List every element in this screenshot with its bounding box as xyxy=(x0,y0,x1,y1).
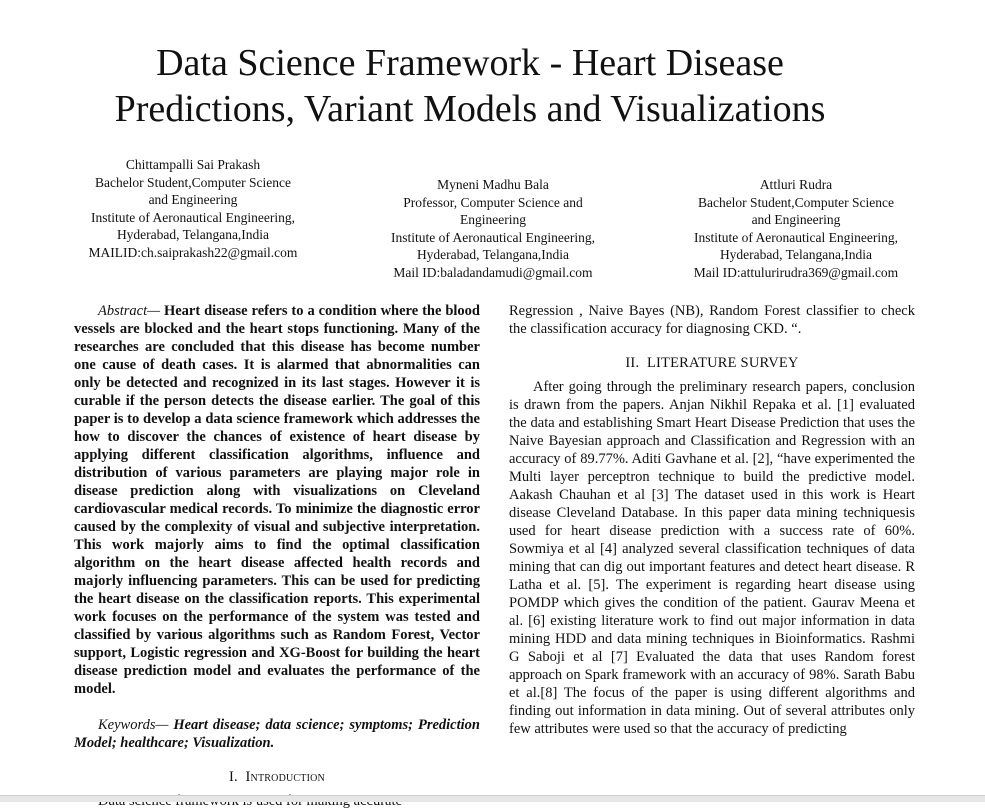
title-line-2: Predictions, Variant Models and Visualizations xyxy=(114,88,826,130)
author-role: Bachelor Student,Computer Science xyxy=(94,174,292,190)
abstract-text: Heart disease refers to a condition where the blood vessels are blocked and the heart stops functioning. Many of the researches are concluded that this disease has become number one cause of death cases. It is alarmed that abnormalities can only be detected and recognized in its last stages. However it is curable if the person detects the disease earlier. The goal of this paper is to develop a data science framework which addresses the how to discover the chances of existence of heart disease by applying different classification algorithms, influence and distribution of various parameters are playing major role in disease prediction along with visualizations on Cleveland cardiovascular medical records. To minimize the diagnostic error caused by the complexity of visual and subjective interpretation. This work majorly aims to find the optimal classification algorithm on the heart disease affected health records and majorly influencing parameters. This can be used for predicting the heart disease on the classification reports. This experimental work focuses on the performance of the system was tested and classified by various algorithms such as Random Forest, Vector support, Logistic regression and XG-Boost for building the heart disease prediction model and evaluates the performance of the model. xyxy=(74,303,480,697)
section-heading-literature-survey xyxy=(509,354,915,372)
author-institute: Institute of Aeronautical Engineering, xyxy=(694,229,898,245)
section-title: Introduction xyxy=(245,769,325,785)
author-role: Professor, Computer Science and xyxy=(403,194,583,210)
horizontal-scrollbar[interactable] xyxy=(0,795,985,802)
author-role-cont: Engineering xyxy=(460,212,526,227)
literature-survey-text: After going through the preliminary research papers, conclusion is drawn from the papers. Anjan Nikhil Repaka et al. [1] evaluated the data and establishing Smart Heart Disease Prediction that uses the Naive Bayesian approach and Classification and Regression with an accuracy of 89.77%. Aditi Gavhane et al. [2], “have experimented the Multi layer perceptron technique to build the predictive model. Aakash Chauhan et al [3] The dataset used in this work is Heart disease Cleveland Database. In this paper data mining techniquesis used for heart disease prediction with a success rate of 60%. Sowmiya et al [4] analyzed several classification techniques of data mining that can dig out important features and detect heart disease. R Latha et al. [5]. The experiment is regarding heart disease using POMDP which gives the condition of the patient. Gaurav Meena et al. [6] existing literature work to find out major information in data mining HDD and data mining techniques in Bioinformatics. Rashmi G Saboji et al [7] Evaluated the data that uses Random forest approach on Spark framework with an accuracy of 98%. Sarath Babu et al.[8] The focus of the paper is using different algorithms and finding out information in data mining. Out of several attributes only few attributes were used so that the accuracy of predicting xyxy=(509,379,915,737)
section-heading-introduction xyxy=(74,768,480,786)
section-numeral: II. xyxy=(625,355,640,371)
author-block-2 xyxy=(370,176,616,281)
paper-title xyxy=(0,40,940,132)
abstract xyxy=(74,302,480,698)
left-column xyxy=(74,302,480,810)
author-role-cont: and Engineering xyxy=(148,192,238,207)
abstract-label: Abstract— xyxy=(98,303,161,319)
title-line-1: Data Science Framework - Heart Disease xyxy=(156,42,784,84)
author-name: Chittampalli Sai Prakash xyxy=(125,157,261,172)
author-role-cont: and Engineering xyxy=(751,212,841,227)
author-institute: Institute of Aeronautical Engineering, xyxy=(391,229,595,245)
author-location: Hyderabad, Telangana,India xyxy=(416,247,570,262)
section-numeral: I. xyxy=(229,769,238,785)
author-location: Hyderabad, Telangana,India xyxy=(116,227,270,242)
carryover-text: Regression , Naive Bayes (NB), Random Forest classifier to check the classification accuracy for diagnosing CKD. “. xyxy=(509,303,915,337)
author-role: Bachelor Student,Computer Science xyxy=(697,194,895,210)
author-block-3 xyxy=(673,176,919,281)
author-location: Hyderabad, Telangana,India xyxy=(719,247,873,262)
right-column xyxy=(509,302,915,738)
author-email: Mail ID:baladandamudi@gmail.com xyxy=(393,264,593,280)
section-title: LITERATURE SURVEY xyxy=(646,355,799,371)
author-email: Mail ID:attulurirudra369@gmail.com xyxy=(693,264,899,280)
author-block-1 xyxy=(70,156,316,261)
keywords-label: Keywords— xyxy=(98,717,169,733)
keywords xyxy=(74,716,480,752)
keywords-text: Heart disease; data science; symptoms; Prediction Model; healthcare; Visualization. xyxy=(74,717,480,751)
author-institute: Institute of Aeronautical Engineering, xyxy=(91,209,295,225)
author-name: Attluri Rudra xyxy=(759,177,833,192)
author-name: Myneni Madhu Bala xyxy=(437,177,549,192)
author-email: MAILID:ch.saiprakash22@gmail.com xyxy=(88,244,298,260)
